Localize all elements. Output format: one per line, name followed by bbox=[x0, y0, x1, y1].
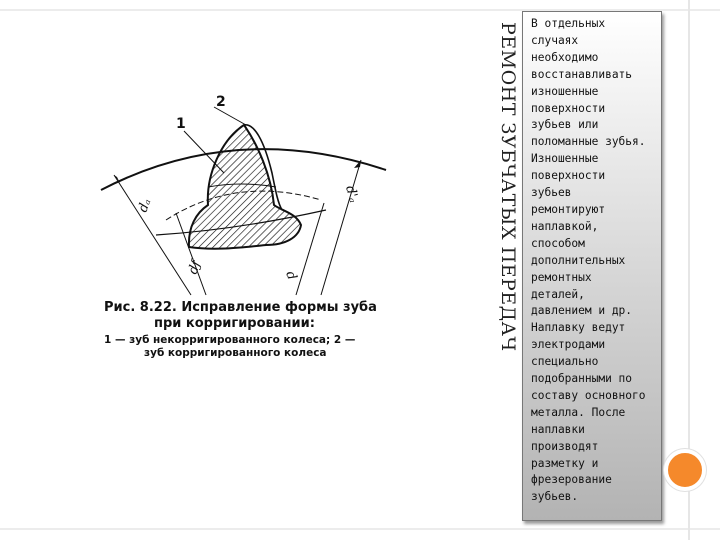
gear-tooth-diagram bbox=[96, 95, 396, 300]
da2-dimension-line bbox=[321, 160, 361, 295]
caption-legend-line1: 1 — зуб некорригированного колеса; 2 — bbox=[104, 334, 356, 346]
label-da: dₐ bbox=[135, 196, 155, 215]
caption-legend-line2: зуб корригированного колеса bbox=[144, 347, 327, 359]
caption-title: Рис. 8.22. Исправление формы зуба bbox=[104, 300, 377, 315]
accent-circle bbox=[664, 449, 706, 491]
label-2: 2 bbox=[216, 95, 226, 110]
bottom-rule bbox=[0, 528, 720, 530]
d-dimension-line bbox=[296, 203, 324, 295]
label-d: d bbox=[282, 269, 300, 283]
body-text: В отдельных случаях необходимо восстанавливать изношенные поверхности зубьев или поломанные зубья. Изношенные поверхности зубьев ремонтируют наплавкой, способом дополнительных ремонтных деталей, давлением и др. Наплавку ведут электродами специально подобранными по составу основного металла. После наплавки производят разметку и фрезерование зубьев. bbox=[531, 17, 646, 504]
tooth-profile bbox=[189, 125, 301, 249]
slide-title: РЕМОНТ ЗУБЧАТЫХ ПЕРЕДАЧ bbox=[497, 22, 519, 352]
label-da2: d'ₐ bbox=[342, 184, 361, 205]
label-1: 1 bbox=[176, 116, 186, 132]
label-df: dƒ bbox=[185, 258, 205, 277]
caption-title-line2: при корригировании: bbox=[154, 316, 315, 331]
figure-caption bbox=[104, 300, 394, 360]
da-dimension-line bbox=[114, 175, 191, 295]
text-panel bbox=[522, 11, 662, 521]
gear-tooth-figure bbox=[96, 95, 396, 372]
